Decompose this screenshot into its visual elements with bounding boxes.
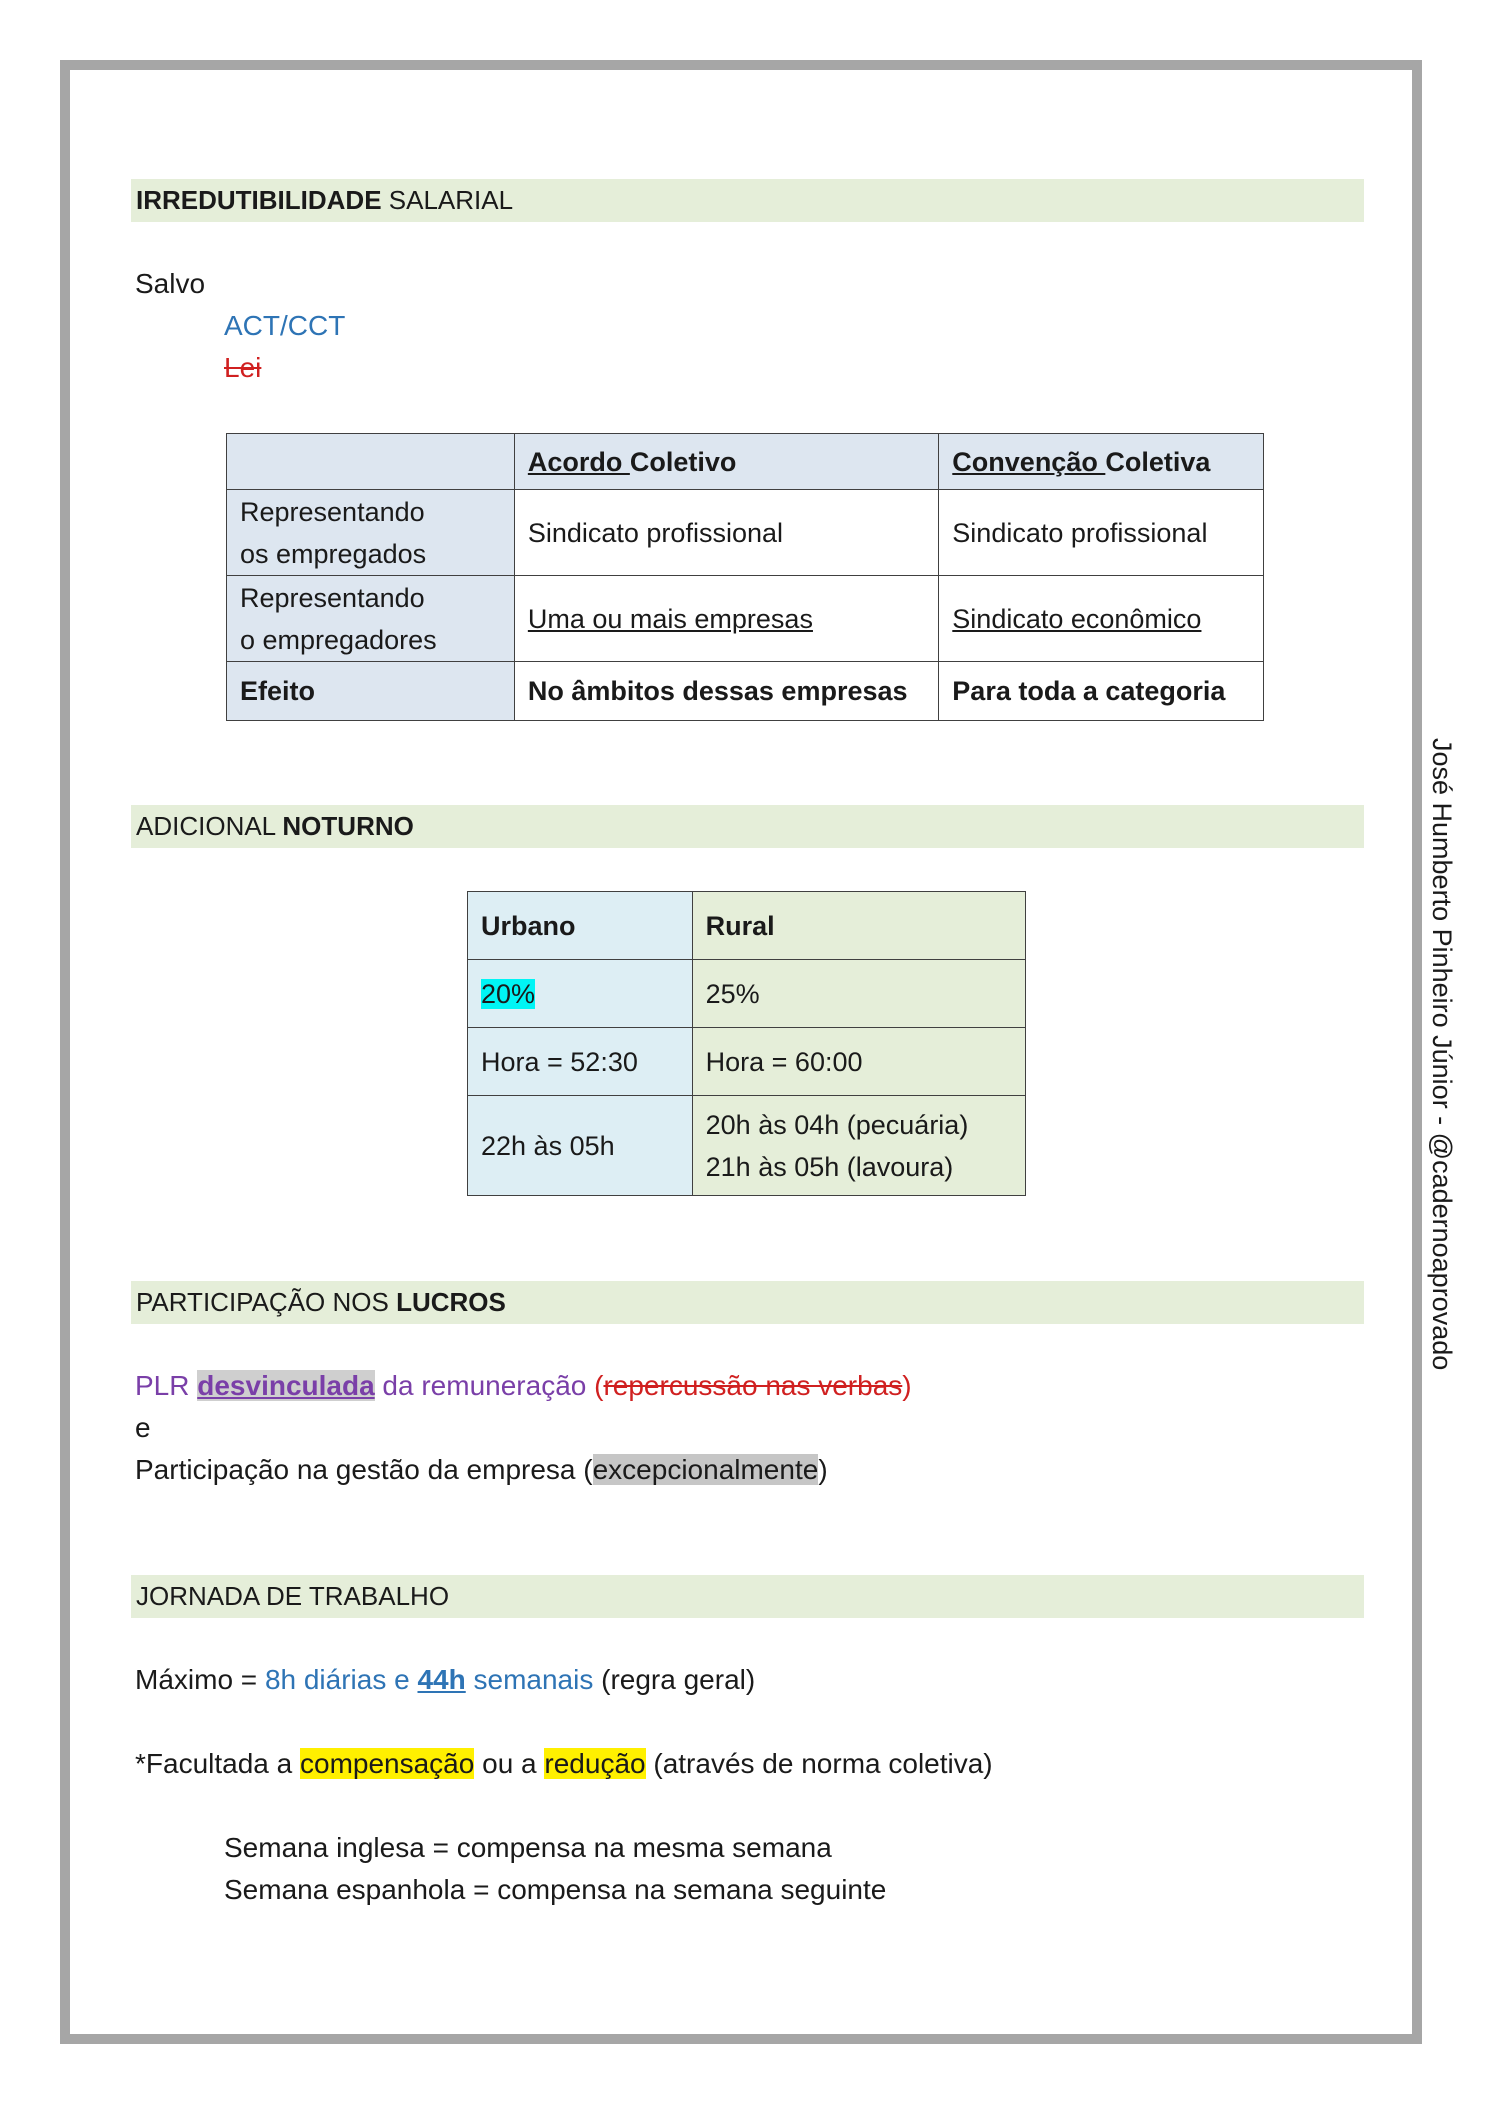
table-header-convencao: Convenção Coletiva: [939, 434, 1264, 490]
author-credit: José Humberto Pinheiro Júnior - @cadernoaprovado: [1427, 738, 1457, 1371]
row-label-empregados: Representando os empregados: [227, 490, 515, 576]
salvo-label: Salvo: [135, 268, 206, 299]
header-urbano: Urbano: [468, 892, 693, 960]
cell-acordo-efeito: No âmbitos dessas empresas: [514, 662, 938, 721]
semana-espanhola-line: Semana espanhola = compensa na semana seguinte: [224, 1874, 887, 1905]
heading-adicional-noturno: ADICIONAL NOTURNO: [131, 805, 1364, 848]
table-row: [468, 892, 1026, 960]
table-row: [227, 490, 1264, 576]
plr-line: PLR desvinculada da remuneração (repercussão nas verbas): [135, 1370, 912, 1401]
conjunction-e: e: [135, 1412, 151, 1443]
cell-acordo-empregados: Sindicato profissional: [514, 490, 938, 576]
row-label-efeito: Efeito: [227, 662, 515, 721]
table-row: [468, 1096, 1026, 1196]
table-row: [227, 576, 1264, 662]
participacao-gestao-line: Participação na gestão da empresa (excepcionalmente): [135, 1454, 828, 1485]
cell-urbano-horario: 22h às 05h: [468, 1096, 693, 1196]
facultada-line: *Facultada a compensação ou a redução (através de norma coletiva): [135, 1748, 993, 1779]
acordo-convencao-table: [226, 433, 1264, 721]
heading-irredutibilidade: IRREDUTIBILIDADE SALARIAL: [131, 179, 1364, 222]
lei-item-struck: Lei: [224, 352, 262, 383]
heading-jornada-trabalho: JORNADA DE TRABALHO: [131, 1575, 1364, 1618]
cell-convencao-empregadores: Sindicato econômico: [939, 576, 1264, 662]
cell-convencao-efeito: Para toda a categoria: [939, 662, 1264, 721]
cell-urbano-percent: 20%: [468, 960, 693, 1028]
table-row: [227, 662, 1264, 721]
act-cct-item: ACT/CCT: [224, 310, 346, 341]
cell-urbano-hora: Hora = 52:30: [468, 1028, 693, 1096]
row-label-empregadores: Representando o empregadores: [227, 576, 515, 662]
heading-participacao-lucros: PARTICIPAÇÃO NOS LUCROS: [131, 1281, 1364, 1324]
semana-inglesa-line: Semana inglesa = compensa na mesma semana: [224, 1832, 832, 1863]
header-rural: Rural: [692, 892, 1025, 960]
cell-rural-horario: 20h às 04h (pecuária) 21h às 05h (lavoura): [692, 1096, 1025, 1196]
cell-convencao-empregados: Sindicato profissional: [939, 490, 1264, 576]
maximo-line: Máximo = 8h diárias e 44h semanais (regra geral): [135, 1664, 756, 1695]
table-header-empty: [227, 434, 515, 490]
cell-acordo-empregadores: Uma ou mais empresas: [514, 576, 938, 662]
table-row: [468, 1028, 1026, 1096]
cell-rural-hora: Hora = 60:00: [692, 1028, 1025, 1096]
adicional-noturno-table: [467, 891, 1026, 1196]
table-row: [468, 960, 1026, 1028]
cell-rural-percent: 25%: [692, 960, 1025, 1028]
table-header-acordo: Acordo Coletivo: [514, 434, 938, 490]
